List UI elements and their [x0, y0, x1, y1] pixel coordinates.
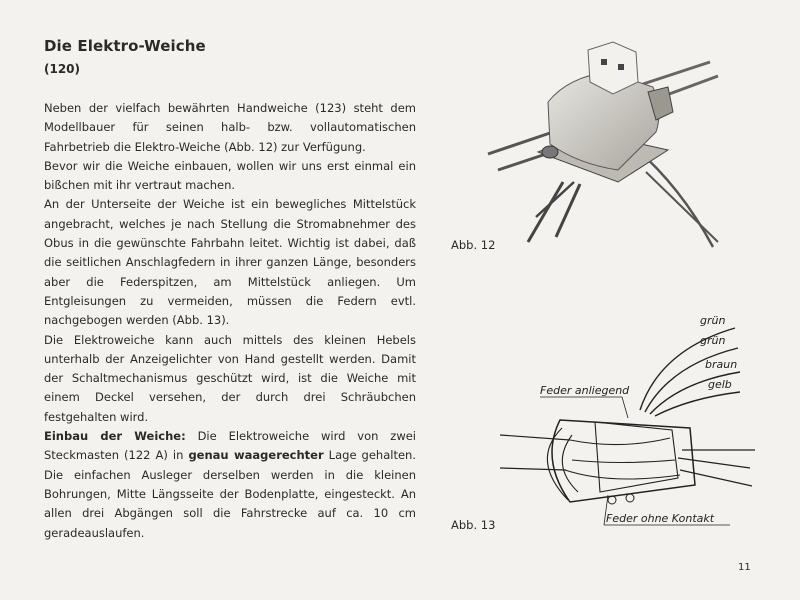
install-text-1: Die Elektroweiche wird von zwei Steckmasten (122 A) in [44, 429, 416, 463]
figure-13-caption: Abb. 13 [451, 518, 496, 532]
label-feder-anliegend: Feder anliegend [540, 384, 630, 397]
wire-label: braun [705, 358, 738, 371]
paragraph: Die Elektroweiche kann auch mittels des kleinen Hebels unterhalb der Anzeigelichter von Hand gestellt werden. Damit der Schaltmechanismus geschützt wird, ist die Weiche mit einem Deckel versehen, der durch drei Schräubchen festgehalten wird. [44, 332, 416, 424]
body-text [44, 99, 416, 543]
page-number: 11 [738, 562, 751, 573]
paragraph: An der Unterseite der Weiche ist ein bewegliches Mittelstück angebracht, welches je nach Stellung die Stromabnehmer des Obus in die gewünschte Fahrbahn leitet. Wichtig ist dabei, daß die seitlichen Anschlagfedern in ihrer ganzen Länge, besonders aber die Federspitzen, am Mittelstück anliegen. Um Entgleisungen zu vermeiden, müssen die Federn evtl. nachgebogen werden (Abb. 13). [44, 197, 416, 328]
install-emphasis: genau waagerechter [188, 448, 324, 463]
paragraph: Bevor wir die Weiche einbauen, wollen wir uns erst einmal ein bißchen mit ihr vertraut machen. [44, 158, 416, 193]
page-title: Die Elektro-Weiche [44, 37, 206, 55]
install-text-2: Lage gehalten. Die einfachen Ausleger derselben werden in die kleinen Bohrungen, Mitte Längsseite der Bodenplatte, eingesteckt. An allen drei Abgängen soll die Fahrstrecke auf ca. 10 cm geradeauslaufen. [44, 448, 416, 540]
paragraph: Neben der vielfach bewährten Handweiche (123) steht dem Modellbauer für seinen halb- bzw. vollautomatischen Fahrbetrieb die Elektro-Weiche (Abb. 12) zur Verfügung. [44, 101, 416, 154]
wire-label: gelb [708, 378, 732, 391]
install-heading: Einbau der Weiche: [44, 429, 186, 444]
figure-12-caption: Abb. 12 [451, 238, 496, 252]
label-feder-ohne-kontakt: Feder ohne Kontakt [606, 512, 715, 525]
figure-13-diagram [500, 310, 760, 540]
wire-label: grün [700, 334, 726, 347]
page-subtitle: (120) [44, 62, 81, 76]
wire-label: grün [700, 314, 726, 327]
install-paragraph [44, 427, 416, 543]
figure-12-photo [478, 32, 728, 252]
